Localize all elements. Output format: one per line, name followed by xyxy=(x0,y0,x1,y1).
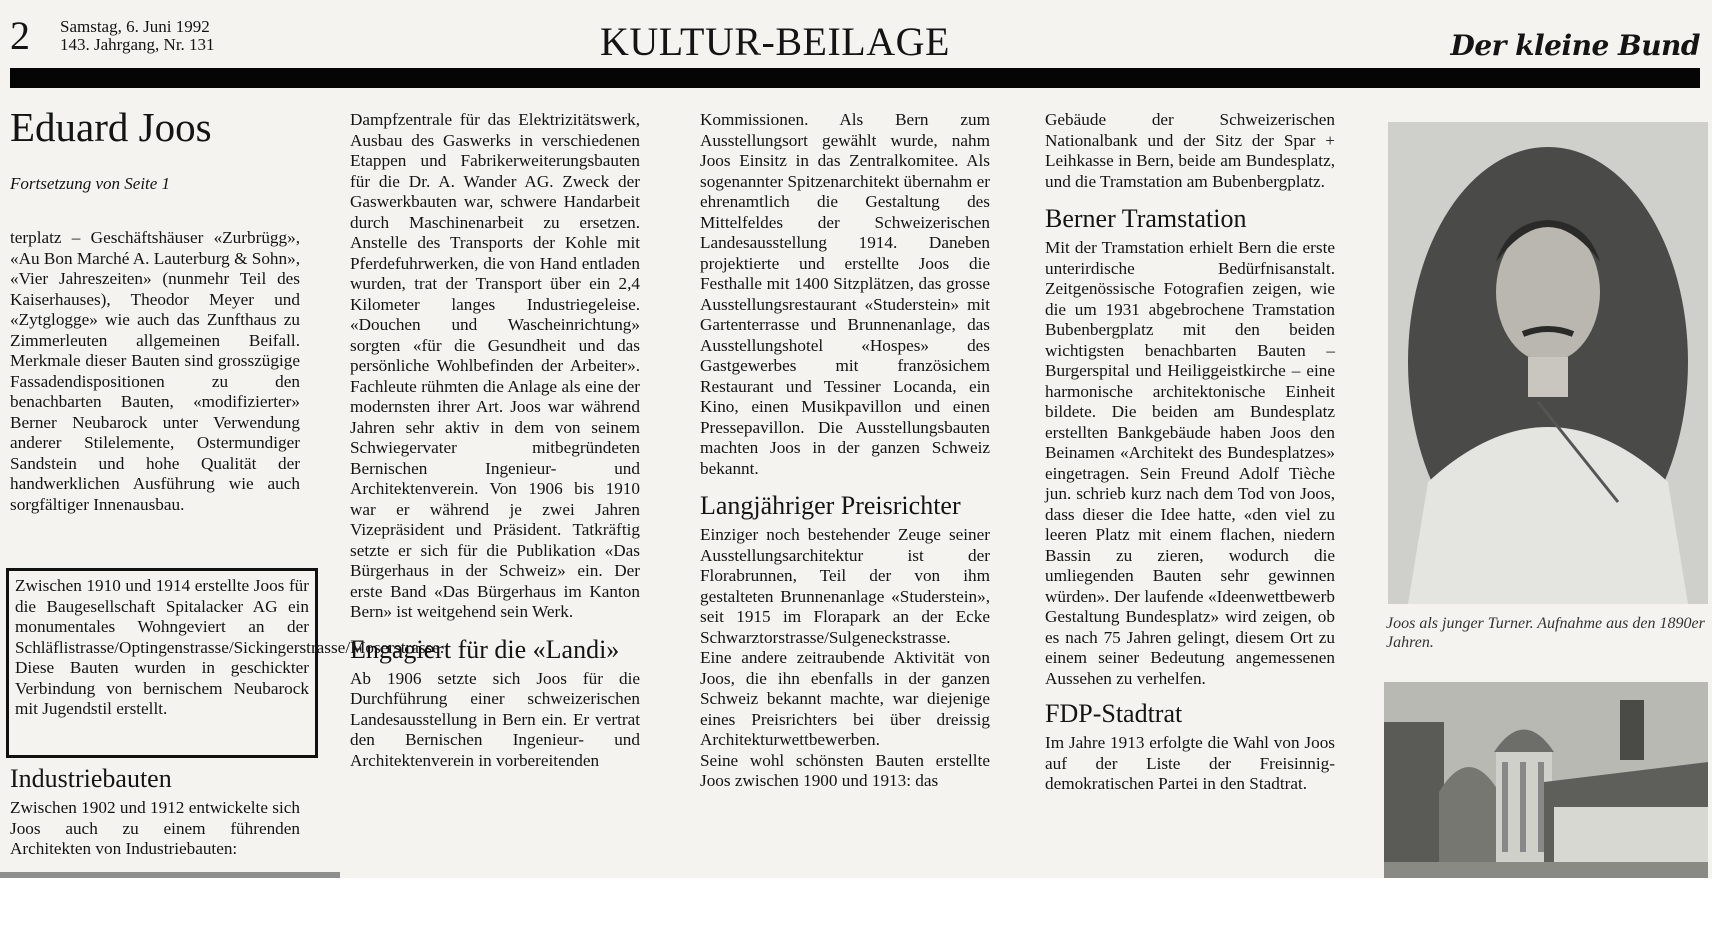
column-1-continued xyxy=(10,760,300,860)
portrait-image xyxy=(1388,122,1708,604)
subhead-landi: Engagiert für die «Landi» xyxy=(350,634,620,664)
body-text: Ab 1906 setzte sich Joos für die Durchführung einer schweizerischen Landesausstellung in Bern ein. Er vertrat den Bernischen Ingenieur- und Architektenverein in vorbereitenden xyxy=(350,668,640,770)
body-text: Seine wohl schönsten Bauten erstellte Joos zwischen 1900 und 1913: das xyxy=(700,750,990,790)
body-text: Zwischen 1902 und 1912 entwickelte sich Joos auch zu einem führenden Architekten von Industriebauten: xyxy=(10,798,300,858)
body-text: terplatz – Geschäftshäuser «Zurbrügg», «Au Bon Marché A. Lauterburg & Sohn», «Vier Jahreszeiten» (nunmehr Teil des Kaiserhauses), Theodor Meyer und «Zytglogge» wie auch das Zunfthaus zu Zimmerleuten allgemeinen Beifall. Merkmale dieser Bauten sind grosszügige Fassadendispositionen zu den benachbarten Bauten, «modifizierter» Berner Neubarock unter Verwendung anderer Stilelemente, Ostermundiger Sandstein und hohe Qualität der handwerklichen Ausführung wie auch sorgfältiger Innenausbau. xyxy=(10,228,300,514)
subhead-tramstation: Berner Tramstation xyxy=(1045,204,1247,233)
florabrunnen-image xyxy=(1384,682,1708,888)
body-text: Gebäude der Schweizerischen Nationalbank und der Sitz der Spar + Leihkasse in Bern, beide am Bundesplatz, und die Tramstation am Bubenbergplatz. xyxy=(1045,110,1335,191)
column-3 xyxy=(700,110,990,792)
body-text: Dampfzentrale für das Elektrizitätswerk, Ausbau des Gaswerks in verschiedenen Etappen und Fabrikerweiterungsbauten für die Dr. A. Wander AG. Zweck der Gaswerkbauten war, schwere Handarbeit durch Maschinenarbeit zu ersetzen. Anstelle des Transports der Kohle mit Pferdefuhrwerken, die von Hand entladen wurden, trat der Transport über ein 2,4 Kilometer langes Industriegeleise. «Douchen und Wascheinrichtung» sorgten «für die Gesundheit und das persönliche Wohlbefinden der Arbeiter». Fachleute rühmten die Anlage als eine der modernsten ihrer Art. Joos war während Jahren sehr aktiv in dem von seinem Schwiegervater mitbegründeten Bernischen Ingenieur- und Architektenverein. Von 1906 bis 1910 war er während je zwei Jahren Vizepräsident und Präsident. Tatkräftig setzte er sich für die Publikation «Das Bürgerhaus in der Schweiz» ein. Der erste Band «Das Bürgerhaus im Kanton Bern» ist weitgehend sein Werk. xyxy=(350,110,640,621)
column-4 xyxy=(1045,110,1335,795)
portrait-caption: Joos als junger Turner. Aufnahme aus den 1890er Jahren. xyxy=(1386,615,1705,651)
header-rule xyxy=(10,68,1700,88)
subhead-industriebauten: Industriebauten xyxy=(10,764,172,793)
column-1 xyxy=(10,228,300,515)
article-headline: Eduard Joos xyxy=(10,104,212,150)
column-2 xyxy=(350,110,640,771)
dateline xyxy=(60,18,215,54)
info-box xyxy=(6,568,445,758)
body-text: Einziger noch bestehender Zeuge seiner Ausstellungsarchitektur ist der Florabrunnen, Teil der von ihm gestalteten Brunnenanlage «Studerstein», seit 1915 im Florapark an der Ecke Schwarztorstrasse/Sulgeneckstrasse. xyxy=(700,525,990,647)
florabrunnen-photo xyxy=(1384,682,1708,888)
subhead-fdp: FDP-Stadtrat xyxy=(1045,699,1183,728)
continuation-note: Fortsetzung von Seite 1 xyxy=(10,174,171,193)
box-text: Zwischen 1910 und 1914 erstellte Joos für die Baugesellschaft Spitalacker AG ein monumentales Wohngeviert an der Schläflistrasse/Optingenstrasse/Sickingerstrasse/Moserstrasse. Diese Bauten wurden in geschickter Verbindung von bernischem Neubarock mit Jugendstil erstellt. xyxy=(15,576,445,718)
body-text: Im Jahre 1913 erfolgte die Wahl von Joos auf der Liste der Freisinnig-demokratischen Partei in den Stadtrat. xyxy=(1045,733,1335,793)
portrait-photo xyxy=(1388,122,1708,604)
body-text: Eine andere zeitraubende Aktivität von Joos, die ihn ebenfalls in der ganzen Schweiz bekannt machte, war diejenige eines Preisrichters bei über dreissig Architekturwettbewerben. xyxy=(700,648,990,749)
body-text: Mit der Tramstation erhielt Bern die erste unterirdische Bedürfnisanstalt. Zeitgenössische Fotografien zeigen, wie die um 1931 abgebrochene Tramstation Bubenbergplatz mit den beiden wichtigsten benachbarten Bauten – Burgerspital und Heiliggeistkirche – eine harmonische architektonische Einheit bildete. Die beiden am Bundesplatz erstellten Bankgebäude haben Joos den Beinamen «Architekt des Bundesplatzes» eingetragen. Sein Freund Adolf Tièche jun. schrieb kurz nach dem Tod von Joos, dass dieser die Idee hatte, «den viel zu leeren Platz mit einem flachen, niedern Bassin zu zieren, wodurch die umliegenden Bauten sehr gewinnen würden». Der laufende «Ideenwettbewerb Gestaltung Bundesplatz» wird zeigen, ob es nach 75 Jahren gelingt, diesem Ort zu einem seiner Bedeutung angemessenen Aussehen zu verhelfen. xyxy=(1045,238,1335,688)
body-text: Kommissionen. Als Bern zum Ausstellungsort gewählt wurde, nahm Joos Einsitz in das Zentralkomitee. Als sogenannter Spitzenarchitekt übernahm er ehrenamtlich die Gestaltung des Mittelfeldes der Schweizerischen Landesausstellung 1914. Daneben projektierte und erstellte Joos die Festhalle mit 1400 Sitzplätzen, das grosse Ausstellungsrestaurant «Studerstein» mit Gartenterrasse und Brunnenanlage, das Ausstellungshotel «Hospes» des Gastgewerbes mit französichem Restaurant und Tessiner Locanda, ein Kino, einen Musikpavillon und einen Pressepavillon. Die Ausstellungsbauten machten Joos in der ganzen Schweiz bekannt. xyxy=(700,110,990,478)
issue-date: Samstag, 6. Juni 1992 xyxy=(60,17,210,36)
section-title: KULTUR-BEILAGE xyxy=(600,19,950,64)
page-bottom-margin xyxy=(0,878,1712,928)
page-number: 2 xyxy=(10,13,30,58)
issue-number: 143. Jahrgang, Nr. 131 xyxy=(60,35,215,54)
subhead-preisrichter: Langjähriger Preisrichter xyxy=(700,491,961,520)
masthead-logo: Der kleine Bund xyxy=(1450,29,1700,62)
